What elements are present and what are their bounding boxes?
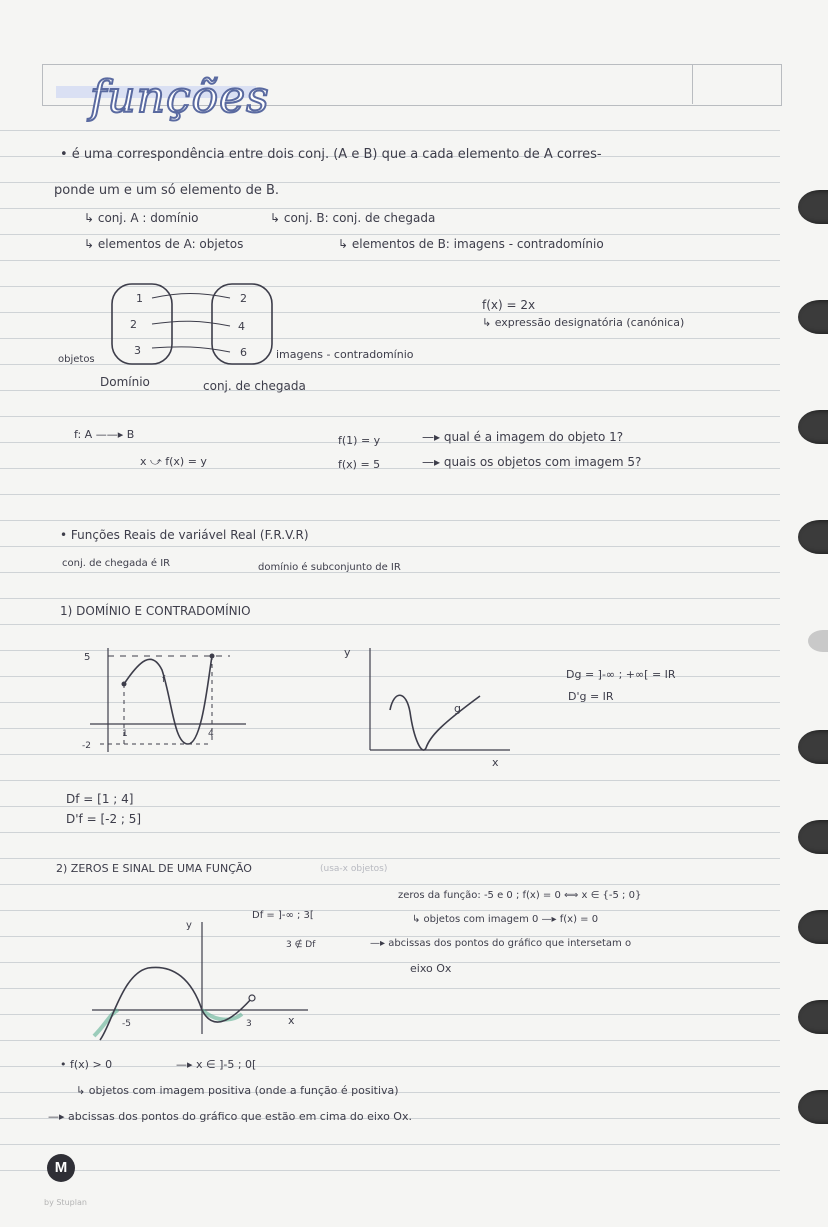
- title-box-divider: [692, 64, 693, 104]
- graph-f-xmin: 1: [122, 729, 128, 739]
- positive-line-1b: —▸ x ∈ ]-5 ; 0[: [176, 1058, 257, 1071]
- intro-codomain-set: ↳ conj. B: conj. de chegada: [270, 211, 436, 225]
- intro-images: ↳ elementos de B: imagens - contradomínio: [338, 237, 604, 251]
- ruled-line: [0, 910, 780, 911]
- ruled-line: [0, 416, 780, 417]
- page-title: funções: [90, 72, 270, 123]
- set-a-elem-2: 2: [130, 318, 137, 331]
- set-b-elem-2: 4: [238, 320, 245, 333]
- domain-zeros: Df = ]-∞ ; 3[: [252, 910, 314, 921]
- positive-line-3: —▸ abcissas dos pontos do gráfico que estão em cima do eixo Ox.: [48, 1110, 412, 1123]
- question-2: —▸ quais os objetos com imagem 5?: [422, 455, 642, 469]
- zeros-line-4: eixo Ox: [410, 962, 452, 975]
- set-a-elem-1: 1: [136, 292, 143, 305]
- set-b-elem-3: 6: [240, 346, 247, 359]
- ruled-line: [0, 1170, 780, 1171]
- graph-f-ymin: -2: [82, 741, 91, 751]
- ruled-line: [0, 494, 780, 495]
- graph-zeros: [82, 914, 322, 1044]
- ruled-line: [0, 598, 780, 599]
- question-1: —▸ qual é a imagem do objeto 1?: [422, 430, 624, 444]
- ruled-line: [0, 884, 780, 885]
- ruled-line: [0, 1144, 780, 1145]
- intro-line-2: ponde um e um só elemento de B.: [54, 183, 280, 198]
- domain-zeros-note: 3 ∉ Df: [286, 940, 316, 950]
- question-1-expr: f(1) = y: [338, 434, 381, 447]
- graph-g-ylabel: y: [344, 646, 351, 659]
- ruled-line: [0, 468, 780, 469]
- frvr-sub-1: conj. de chegada é IR: [62, 558, 171, 569]
- ruled-line: [0, 1066, 780, 1067]
- graph-zeros-minus5: -5: [122, 1019, 131, 1029]
- label-objetos: objetos: [58, 354, 95, 365]
- ruled-line: [0, 832, 780, 833]
- ruled-line: [0, 260, 780, 261]
- graph-f: [80, 640, 250, 760]
- formula: f(x) = 2x: [482, 298, 536, 312]
- intro-objects: ↳ elementos de A: objetos: [84, 237, 244, 251]
- ruled-line: [0, 780, 780, 781]
- intro-line-1: • é uma correspondência entre dois conj. (A e B) que a cada elemento de A corres-: [60, 147, 602, 162]
- ruled-line: [0, 520, 780, 521]
- positive-line-1: • f(x) > 0: [60, 1058, 113, 1071]
- ruled-line: [0, 390, 780, 391]
- codomain-f: D'f = [-2 ; 5]: [66, 812, 142, 826]
- section-2-heading: 2) ZEROS E SINAL DE UMA FUNÇÃO: [56, 862, 252, 875]
- positive-line-2: ↳ objetos com imagem positiva (onde a função é positiva): [76, 1084, 399, 1097]
- frvr-sub-2: domínio é subconjunto de IR: [258, 562, 401, 573]
- graph-g-xlabel: x: [492, 756, 499, 769]
- label-dominio: Domínio: [100, 375, 150, 389]
- map-line-1: f: A ——▸ B: [74, 428, 135, 441]
- section-1-heading: 1) DOMÍNIO E CONTRADOMÍNIO: [60, 604, 251, 618]
- set-b-elem-1: 2: [240, 292, 247, 305]
- frvr-line: • Funções Reais de variável Real (F.R.V.R): [60, 528, 309, 542]
- graph-f-xmax: 4: [208, 729, 214, 739]
- ruled-line: [0, 858, 780, 859]
- graph-zeros-ylabel: y: [186, 920, 192, 931]
- ruled-line: [0, 130, 780, 131]
- intro-domain: ↳ conj. A : domínio: [84, 211, 199, 225]
- graph-g-label: g: [454, 702, 461, 715]
- map-line-2: x ⤻ f(x) = y: [140, 455, 207, 468]
- ruled-line: [0, 234, 780, 235]
- formula-note: ↳ expressão designatória (canónica): [482, 316, 685, 329]
- label-imagens: imagens - contradomínio: [276, 348, 414, 361]
- label-chegada: conj. de chegada: [203, 379, 306, 393]
- domain-f: Df = [1 ; 4]: [66, 792, 134, 806]
- ruled-line: [0, 208, 780, 209]
- zeros-line-3: —▸ abcissas dos pontos do gráfico que intersetam o: [370, 938, 632, 949]
- stuplan-brand: by Stuplan: [44, 1198, 87, 1207]
- ruled-line: [0, 806, 780, 807]
- graph-zeros-xlabel: x: [288, 1014, 295, 1027]
- question-2-expr: f(x) = 5: [338, 458, 381, 471]
- ruled-line: [0, 546, 780, 547]
- graph-f-ymax: 5: [84, 652, 91, 663]
- codomain-g: D'g = IR: [568, 690, 614, 703]
- domain-g: Dg = ]-∞ ; +∞[ = IR: [566, 668, 676, 681]
- section-2-note: (usa-x objetos): [320, 864, 388, 874]
- set-a-elem-3: 3: [134, 344, 141, 357]
- graph-g: [330, 640, 520, 770]
- zeros-line-2: ↳ objetos com imagem 0 —▸ f(x) = 0: [412, 914, 599, 925]
- ruled-line: [0, 624, 780, 625]
- stuplan-logo: M: [47, 1154, 75, 1182]
- graph-f-label: f: [162, 675, 166, 685]
- set-diagram: [100, 280, 300, 370]
- graph-zeros-3: 3: [246, 1019, 252, 1029]
- zeros-line-1: zeros da função: -5 e 0 ; f(x) = 0 ⟺ x ∈ {-5 ; 0}: [398, 890, 642, 901]
- ruled-line: [0, 442, 780, 443]
